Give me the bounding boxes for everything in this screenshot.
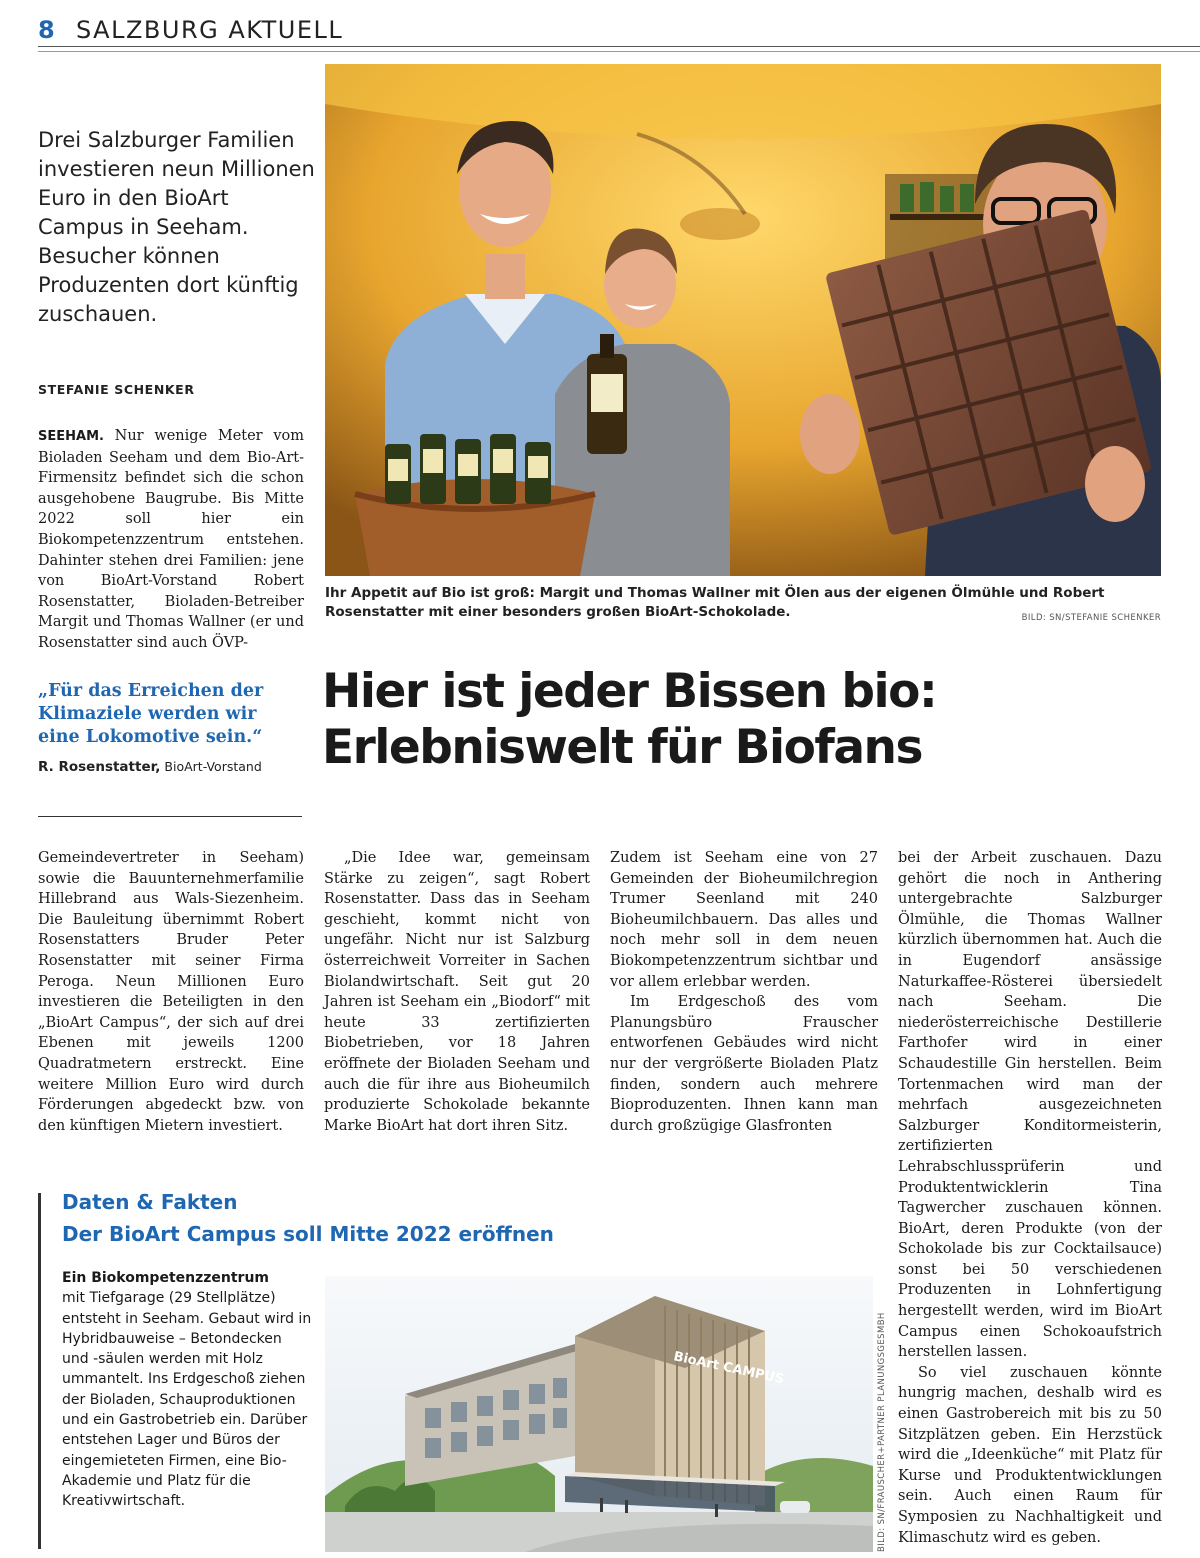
pull-quote-name: R. Rosenstatter, xyxy=(38,759,161,775)
headline xyxy=(322,664,1182,776)
section-title: SALZBURG AKTUELL xyxy=(76,16,344,44)
header-divider xyxy=(38,46,1200,52)
body-column-2 xyxy=(324,848,590,1136)
body-text-col4-p2: So viel zuschauen könnte hungrig machen, deshalb wird es einen Gastrobereich mit bis zu 50 Sitzplätzen geben. Ein Herzstück wird die „Ideenküche“ mit Platz für Kurse und Produktentwicklungen sein. Auch einen Raum für Symposien zu Nachhaltigkeit und Klimaschutz wird es geben. xyxy=(898,1364,1162,1546)
author-byline: STEFANIE SCHENKER xyxy=(38,382,195,397)
body-text-col1-bottom: Gemeindevertreter in Seeham) sowie die Bauunternehmerfamilie Hillebrand aus Wals-Siezenheim. Die Bauleitung übernimmt Robert Rosenstatters Bruder Peter Rosenstatter mit seiner Firma Peroga. Neun Millionen Euro investieren die Beteiligten in den „BioArt Campus“, der sich auf drei Ebenen mit jeweils 1200 Quadratmetern erstreckt. Eine weitere Million Euro wird durch Förderungen abgedeckt bzw. von den künftigen Mietern investiert. xyxy=(38,850,304,1134)
body-text-col3-p2: Im Erdgeschoß des vom Planungsbüro Frauscher entworfenen Gebäudes wird nicht nur der vergrößerte Bioladen Platz finden, sondern auch mehrere Bioproduzenten. Ihnen kann man durch großzügige Glasfronten xyxy=(610,994,878,1134)
page-number: 8 xyxy=(38,16,55,44)
main-photo-illustration xyxy=(325,64,1161,576)
pull-quote-role: BioArt-Vorstand xyxy=(164,759,262,774)
pull-quote-text: „Für das Erreichen der Klimaziele werden wir eine Lokomotive sein.“ xyxy=(38,681,264,747)
facts-lead: Ein Biokompetenzzentrum xyxy=(62,1270,270,1286)
pull-quote-attribution xyxy=(38,759,302,775)
body-column-1-top xyxy=(38,426,304,654)
body-text-col1-top: Nur wenige Meter vom Bioladen Seeham und dem Bio-Art-Firmensitz befindet sich die schon ausgehobene Baugrube. Bis Mitte 2022 soll hier ein Biokompetenzzentrum entstehen. Dahinter stehen drei Familien: jene von BioArt-Vorstand Robert Rosenstatter, Bioladen-Betreiber Margit und Thomas Wallner (er und Rosenstatter sind auch ÖVP- xyxy=(38,428,304,651)
facts-kicker: Daten & Fakten xyxy=(62,1190,238,1214)
headline-line-2: Erlebniswelt für Biofans xyxy=(322,720,922,775)
facts-body: mit Tiefgarage (29 Stellplätze) entsteht in Seeham. Gebaut wird in Hybridbauweise – Betondecken und -säulen werden mit Holz ummantelt. Ins Erdgeschoß ziehen der Bioladen, Schauproduktionen und ein Gastrobetrieb ein. Darüber entstehen Lager und Büros der eingemieteten Firmen, eine Bio-Akademie und Platz für die Kreativwirtschaft. xyxy=(62,1290,312,1510)
render-credit: BILD: SN/FRAUSCHER+PARTNER PLANUNGSGESMBH xyxy=(877,1312,887,1552)
page-header xyxy=(38,14,1200,50)
body-text-col2: „Die Idee war, gemeinsam Stärke zu zeigen“, sagt Robert Rosenstatter. Dass das in Seeham geschieht, kommt nicht von ungefähr. Nicht nur ist Salzburg österreichweit Vorreiter in Sachen Biolandwirtschaft. Seit gut 20 Jahren ist Seeham ein „Biodorf“ mit heute 33 zertifizierten Biobetrieben, vor 18 Jahren eröffnete der Bioladen Seeham und auch die für ihre aus Bioheumilch produzierte Schokolade bekannte Marke BioArt hat dort ihren Sitz. xyxy=(324,850,590,1134)
body-column-4 xyxy=(898,848,1162,1548)
campus-sign: BioArt CAMPUS xyxy=(672,1349,786,1388)
headline-line-1: Hier ist jeder Bissen bio: xyxy=(322,664,937,719)
campus-render-illustration xyxy=(325,1276,873,1552)
body-text-col4-p1: bei der Arbeit zuschauen. Dazu gehört die noch in Anthering untergebrachte Salzburger Ölmühle, die Thomas Wallner kürzlich übernommen hat. Auch die in Eugendorf ansässige Naturkaffee-Rösterei übersiedelt nach Seeham. Die niederösterreichische Destillerie Farthofer wird in einer Schaudestille Gin herstellen. Beim Tortenmachen wird man der mehrfach ausgezeichneten Salzburger Konditormeisterin, zertifizierten Lehrabschlussprüferin und Produktentwicklerin Tina Tagwercher zuschauen können. BioArt, deren Produkte (von der Schokolade bis zur Cocktailsauce) sonst bei 50 verschiedenen Produzenten in Lohnfertigung hergestellt werden, wird im BioArt Campus einen Schokoaufstrich herstellen lassen. xyxy=(898,850,1162,1361)
photo-caption: Ihr Appetit auf Bio ist groß: Margit und Thomas Wallner mit Ölen aus der eigenen Ölmühle und Robert Rosenstatter mit einer besonders großen BioArt-Schokolade. xyxy=(325,585,1105,620)
facts-text xyxy=(62,1268,312,1512)
photo-credit: BILD: SN/STEFANIE SCHENKER xyxy=(1021,613,1161,623)
campus-render xyxy=(325,1276,873,1552)
pull-quote xyxy=(38,680,302,775)
body-text-col3-p1: Zudem ist Seeham eine von 27 Gemeinden der Bioheumilchregion Trumer Seenland mit 240 Bioheumilchbauern. Das alles und noch mehr soll in dem neuen Biokompetenzzentrum sichtbar und vor allem erlebbar werden. xyxy=(610,850,878,990)
body-column-1-bottom xyxy=(38,848,304,1136)
body-column-3 xyxy=(610,848,878,1136)
pull-quote-divider xyxy=(38,816,302,817)
dateline: SEEHAM. xyxy=(38,429,104,444)
main-photo xyxy=(325,64,1161,576)
facts-box-bar xyxy=(38,1193,41,1549)
facts-title: Der BioArt Campus soll Mitte 2022 eröffnen xyxy=(62,1222,554,1246)
teaser: Drei Salzburger Familien investieren neun Millionen Euro in den BioArt Campus in Seeham. Besucher können Produzenten dort künftig zuschauen. xyxy=(38,128,315,326)
